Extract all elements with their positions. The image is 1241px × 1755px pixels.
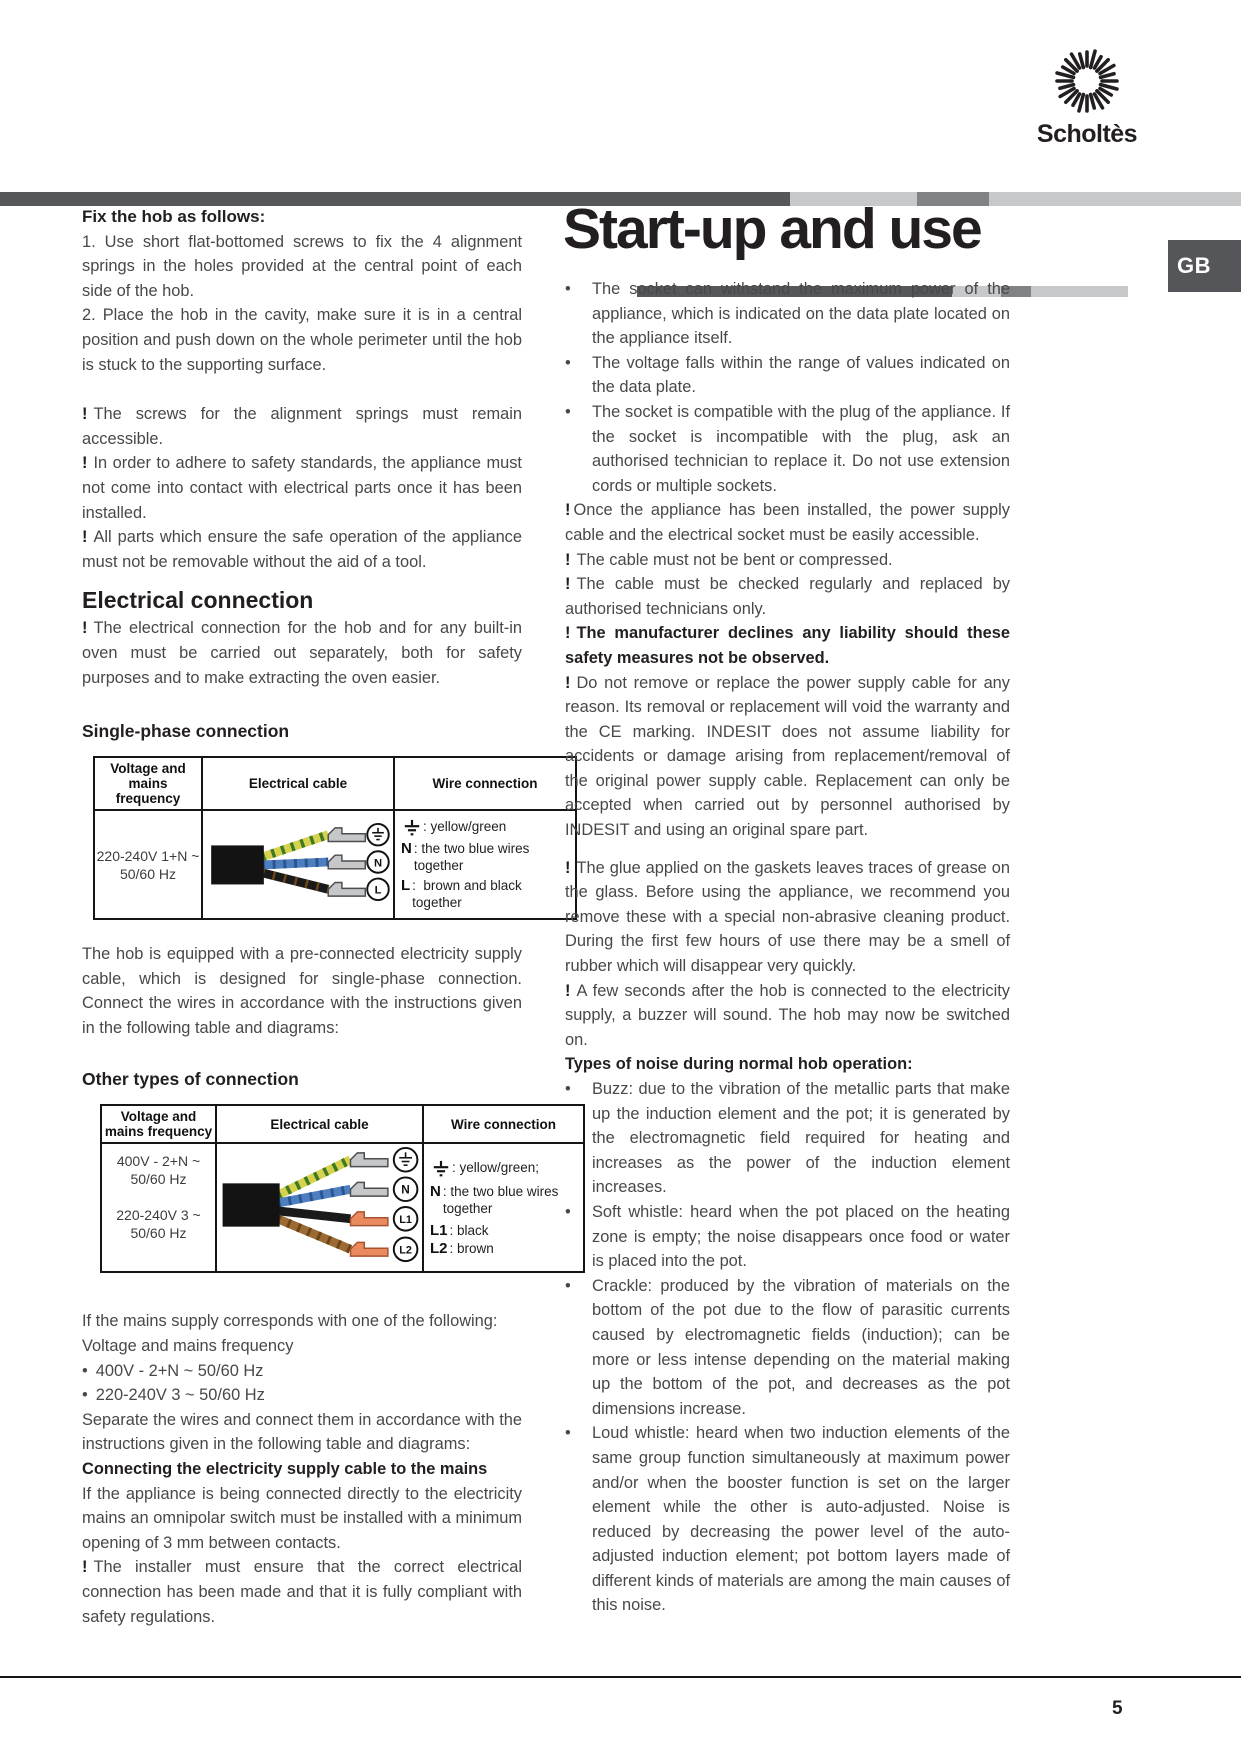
mains-label: Voltage and mains frequency [82, 1337, 294, 1356]
warning-screws: ! The screws for the alignment springs must remain accessible. [82, 405, 522, 448]
legend-l2: L2 : brown [430, 1239, 494, 1257]
wire-connection-cell [423, 1143, 584, 1272]
terminal-l2 [350, 1243, 387, 1257]
multi-phase-wire-diagram [217, 1144, 422, 1266]
warning-removable-parts: ! All parts which ensure the safe operation of the appliance must not be removable without the aid of a tool. [82, 528, 522, 571]
terminal-earth [350, 1153, 387, 1167]
svg-text:L1: L1 [399, 1214, 412, 1227]
right-column [565, 277, 1010, 1618]
brand-wordmark: Scholtès [1036, 120, 1138, 148]
warning-buzzer: ! A few seconds after the hob is connected to the electricity supply, a buzzer will sound. The hob may now be switched on. [565, 981, 1010, 1049]
warning-safety-standards: ! In order to adhere to safety standards, the appliance must not come into contact with electrical parts once it has been installed. [82, 454, 522, 522]
fix-step-1: 1. Use short flat-bottomed screws to fix the 4 alignment springs in the holes provided at the central point of each side of the hob. [82, 232, 522, 300]
warning-installer: ! The installer must ensure that the correct electrical connection has been made and that it is fully compliant with safety regulations. [82, 1558, 522, 1626]
mains-option-1: • 400V - 2+N ~ 50/60 Hz [82, 1361, 264, 1380]
voltage-cell: 400V - 2+N ~ 50/60 Hz 220-240V 3 ~ 50/60 Hz [101, 1143, 216, 1272]
terminal-n [328, 855, 365, 869]
footer-rule [0, 1676, 1241, 1678]
noise-heading: Types of noise during normal hob operation: [565, 1055, 913, 1074]
separate-paragraph: Separate the wires and connect them in accordance with the instructions given in the following table and diagrams: [82, 1410, 522, 1454]
table-header-cable: Electrical cable [202, 757, 394, 810]
warning-accessible: ! Once the appliance has been installed, the power supply cable and the electrical socket must be easily accessible. [565, 501, 1010, 544]
single-phase-heading: Single-phase connection [82, 721, 290, 742]
mains-option-2: • 220-240V 3 ~ 50/60 Hz [82, 1386, 265, 1405]
voltage-cell: 220-240V 1+N ~ 50/60 Hz [94, 810, 202, 919]
table-header-cable: Electrical cable [216, 1105, 423, 1143]
earth-icon [401, 819, 423, 837]
table-header-voltage: Voltage and mains frequency [94, 757, 202, 810]
table-header-wire: Wire connection [394, 757, 576, 810]
warning-bent: ! The cable must not be bent or compressed. [565, 550, 893, 569]
connecting-heading: Connecting the electricity supply cable to the mains [82, 1460, 488, 1479]
table-header-wire: Wire connection [423, 1105, 584, 1143]
cable-diagram-cell [216, 1143, 423, 1272]
socket-plug-bullet: • The socket is compatible with the plug of the appliance. If the socket is incompatible with the plug, ask an authorised technician to replace it. Do not use extension cords or multiple sockets. [565, 402, 1010, 495]
voltage-range-bullet: • The voltage falls within the range of values indicated on the data plate. [565, 353, 1010, 397]
warning-manufacturer-liability: ! The manufacturer declines any liability should these safety measures not be observed. [565, 624, 1010, 667]
legend-earth: : yellow/green [401, 818, 569, 837]
cable-sheath [223, 1184, 280, 1227]
starburst-icon [1050, 44, 1124, 118]
terminal-earth [328, 828, 365, 842]
legend-l: L : brown and black together [401, 877, 526, 911]
legend-n: N : the two blue wires together [401, 840, 534, 874]
fix-step-2: 2. Place the hob in the cavity, make sure it is in a central position and push down on the whole perimeter until the hob is stuck to the supporting surface. [82, 306, 522, 374]
noise-soft-whistle-bullet: • Soft whistle: heard when the pot placed on the heating zone is empty; the noise disappears once food or water is placed into the pot. [565, 1202, 1010, 1271]
cable-sheath [211, 846, 264, 885]
omnipolar-paragraph: If the appliance is being connected directly to the electricity mains an omnipolar switch must be installed with a minimum opening of 3 mm between contacts. [82, 1484, 522, 1552]
other-types-table [100, 1104, 585, 1273]
table-header-voltage: Voltage and mains frequency [101, 1105, 216, 1143]
warning-electrical-connection: ! The electrical connection for the hob and for any built-in oven must be carried out separately, both for safety purposes and to make extracting the oven easier. [82, 619, 522, 687]
terminal-l1 [350, 1212, 387, 1226]
bar-segment [989, 192, 1241, 206]
fix-hob-heading: Fix the hob as follows: [82, 207, 266, 226]
electrical-connection-heading: Electrical connection [82, 587, 314, 614]
mains-intro: If the mains supply corresponds with one of the following: [82, 1312, 498, 1331]
warning-glue-gaskets: ! The glue applied on the gaskets leaves traces of grease on the glass. Before using the appliance, we recommend you remove these with a special non-abrasive cleaning product. During the first few hours of use there may be a smell of rubber which will disappear very quickly. [565, 858, 1010, 976]
page-number: 5 [1112, 1698, 1123, 1719]
language-badge: GB [1168, 240, 1241, 292]
legend-earth: : yellow/green; [430, 1159, 577, 1178]
svg-text:N: N [373, 857, 383, 870]
cable-diagram-cell [202, 810, 394, 919]
left-column [82, 205, 563, 1629]
svg-text:N: N [401, 1183, 410, 1198]
noise-crackle-bullet: • Crackle: produced by the vibration of materials on the bottom of the pot due to the flow of parasitic currents caused by electromagnetic fields (induction); can be more or less intense depending on the material making up the bottom of the pot, and decreases as the pot dimensions increase. [565, 1276, 1010, 1418]
warning-checked: ! The cable must be checked regularly and replaced by authorised technicians only. [565, 575, 1010, 618]
bar-segment [1031, 286, 1128, 297]
noise-buzz-bullet: • Buzz: due to the vibration of the metallic parts that make up the induction element and the pot; it is generated by the electromagnetic field required for heating and increases as the power of the induction element increases. [565, 1080, 1010, 1197]
single-phase-wire-diagram [203, 822, 393, 902]
warning-remove-cable: ! Do not remove or replace the power supply cable for any reason. Its removal or replacement will void the warranty and the CE marking. INDESIT does not assume liability for accidents or damage arising from replacement/removal of the original power supply cable. Replacement can only be accepted when carried out by personnel authorised by INDESIT and using an original spare part. [565, 673, 1010, 840]
terminal-n [350, 1183, 387, 1197]
page-title: Start-up and use [563, 197, 981, 261]
single-phase-table [93, 756, 577, 920]
legend-n: N : the two blue wires together [430, 1182, 563, 1216]
cable-paragraph: The hob is equipped with a pre-connected electricity supply cable, which is designed for single-phase connection. Connect the wires in accordance with the instructions given in the following table and diagrams: [82, 945, 522, 1037]
svg-text:L2: L2 [399, 1245, 412, 1258]
scholtes-logo [1032, 44, 1142, 149]
terminal-l [328, 883, 365, 897]
earth-icon [430, 1160, 452, 1178]
noise-loud-whistle-bullet: • Loud whistle: heard when two induction elements of the same group function simultaneously at maximum power and/or when the booster function is set on the larger element while the other is auto-adjusted. Noise is reduced by decreasing the power level of the auto-adjusted induction element; pot bottom layers made of different kinds of materials are among the main causes of this noise. [565, 1424, 1010, 1615]
legend-l1: L1 : black [430, 1221, 489, 1239]
wire-connection-cell [394, 810, 576, 919]
socket-power-bullet: • The socket can withstand the maximum power of the appliance, which is indicated on the data plate located on the appliance itself. [565, 280, 1010, 348]
other-types-heading: Other types of connection [82, 1069, 299, 1090]
svg-text:L: L [374, 884, 382, 897]
